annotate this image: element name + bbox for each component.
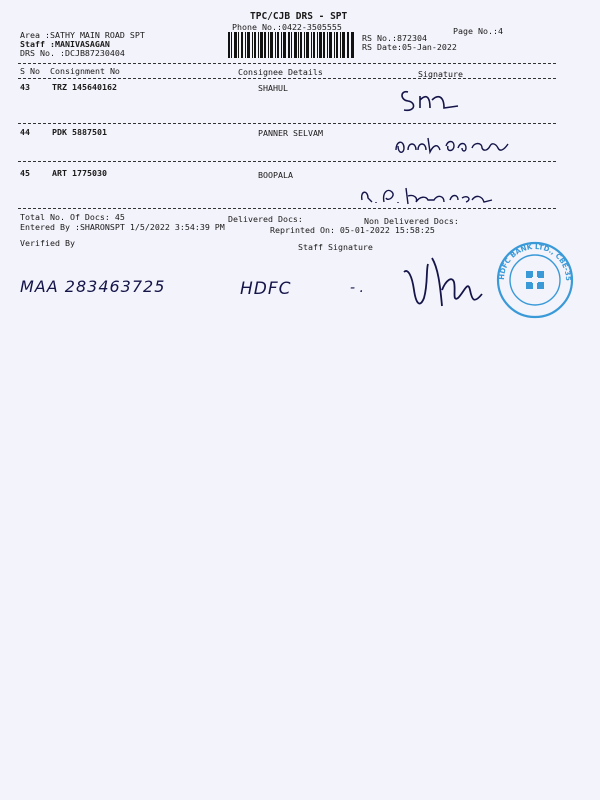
barcode <box>228 32 354 58</box>
divider <box>18 78 556 79</box>
row-sno: 44 <box>20 127 30 137</box>
verified-by-label: Verified By <box>20 238 75 248</box>
row-sno: 43 <box>20 82 30 92</box>
delivered-docs: Delivered Docs: <box>228 214 303 224</box>
divider <box>18 63 556 64</box>
divider <box>18 161 556 162</box>
bank-stamp <box>495 240 575 320</box>
row-sno: 45 <box>20 168 30 178</box>
reprinted-on: Reprinted On: 05-01-2022 15:58:25 <box>270 225 435 235</box>
staff-signature-label: Staff Signature <box>298 242 373 252</box>
row-consignment: ART 1775030 <box>52 168 107 178</box>
staff-label: Staff :MANIVASAGAN <box>20 39 110 49</box>
handwritten-note: MAA 283463725 <box>20 277 166 296</box>
entered-by: Entered By :SHARONSPT 1/5/2022 3:54:39 PM <box>20 222 225 232</box>
divider <box>18 123 556 124</box>
column-header-signature: Signature <box>418 69 463 79</box>
divider <box>18 208 556 209</box>
signature-row-43 <box>398 86 464 116</box>
rs-number: RS No.:872304 <box>362 33 427 43</box>
column-header-consignee: Consignee Details <box>238 67 323 77</box>
total-docs: Total No. Of Docs: 45 <box>20 212 125 222</box>
signature-row-44 <box>392 132 524 158</box>
svg-text:HDFC BANK LTD., CBE-35: HDFC BANK LTD., CBE-35 <box>497 242 573 282</box>
rs-date: RS Date:05-Jan-2022 <box>362 42 457 52</box>
handwritten-dash: - . <box>350 280 364 296</box>
non-delivered-docs: Non Delivered Docs: <box>364 216 459 226</box>
drs-number: DRS No. :DCJB87230404 <box>20 48 125 58</box>
row-consignment: TRZ 145640162 <box>52 82 117 92</box>
row-consignment: PDK 5887501 <box>52 127 107 137</box>
column-header-consignment: Consignment No <box>50 66 120 76</box>
area-label: Area :SATHY MAIN ROAD SPT <box>20 30 145 40</box>
row-consignee: SHAHUL <box>258 83 288 93</box>
staff-signature <box>398 250 488 322</box>
sheet-title: TPC/CJB DRS - SPT <box>250 11 348 22</box>
phone-number: Phone No.:0422-3505555 <box>232 22 342 32</box>
row-consignee: BOOPALA <box>258 170 293 180</box>
page-number: Page No.:4 <box>453 26 503 36</box>
row-consignee: PANNER SELVAM <box>258 128 323 138</box>
column-header-sno: S No <box>20 66 40 76</box>
handwritten-bank: HDFC <box>240 279 292 299</box>
